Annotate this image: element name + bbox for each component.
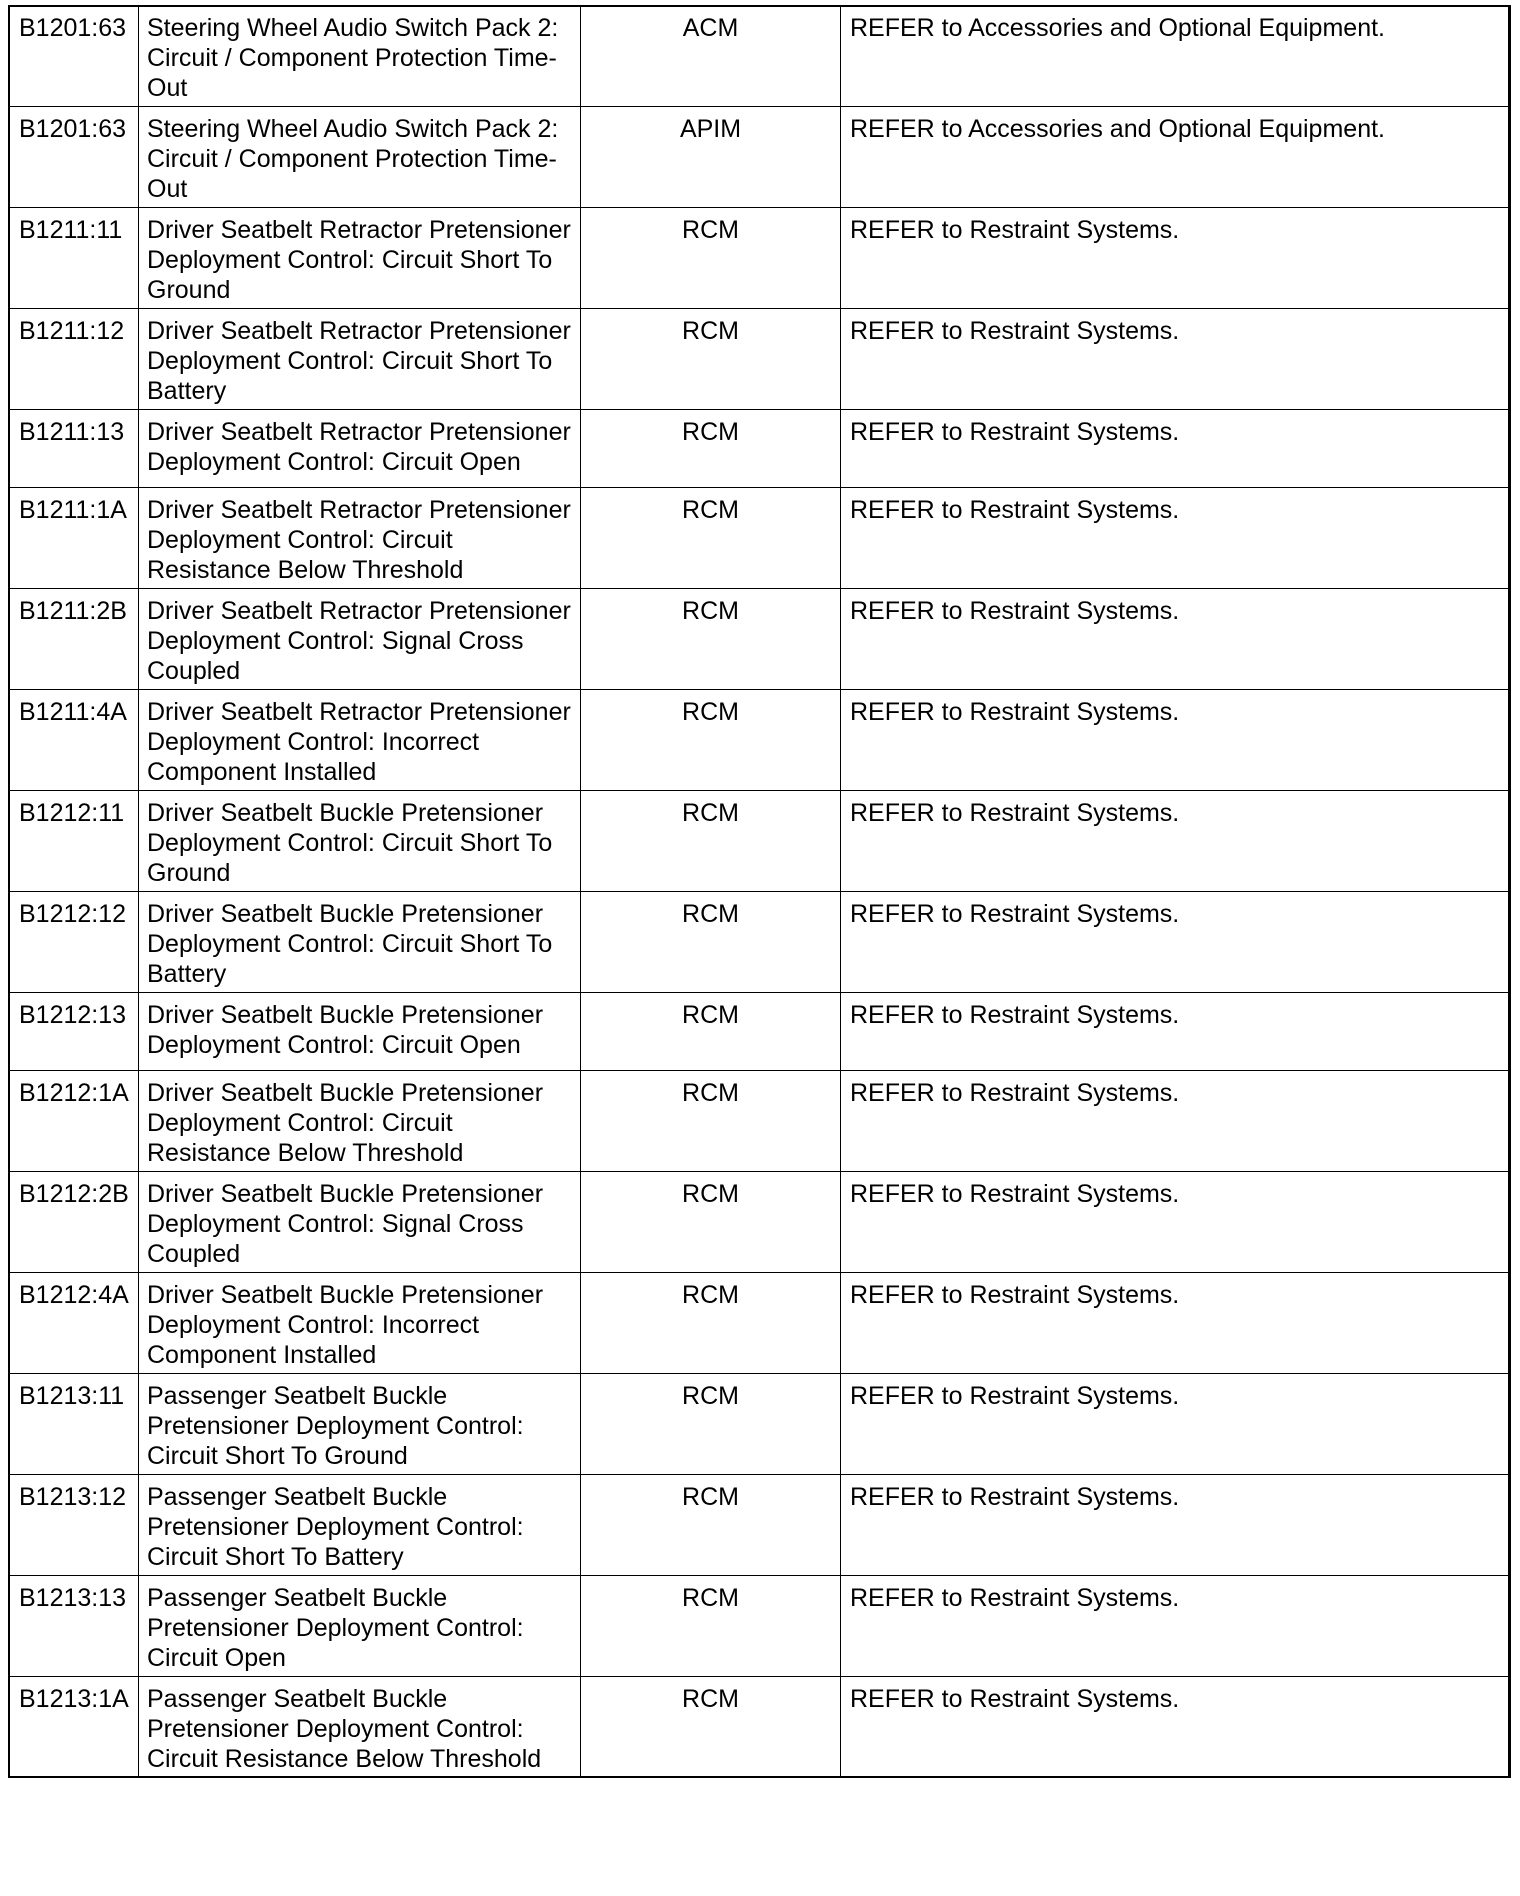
table-row xyxy=(9,488,1511,589)
action-cell: REFER to Restraint Systems. xyxy=(841,208,1511,309)
module-cell: RCM xyxy=(581,1273,841,1374)
dtc-table-page xyxy=(8,5,1510,1778)
module-cell: RCM xyxy=(581,488,841,589)
action-cell: REFER to Restraint Systems. xyxy=(841,690,1511,791)
dtc-description-cell: Driver Seatbelt Retractor Pretensioner Deployment Control: Incorrect Component Installed xyxy=(139,690,581,791)
table-row xyxy=(9,6,1511,107)
action-cell: REFER to Restraint Systems. xyxy=(841,1172,1511,1273)
module-cell: RCM xyxy=(581,1172,841,1273)
action-cell: REFER to Restraint Systems. xyxy=(841,892,1511,993)
dtc-description-cell: Driver Seatbelt Retractor Pretensioner Deployment Control: Circuit Short To Ground xyxy=(139,208,581,309)
table-row xyxy=(9,208,1511,309)
module-cell: RCM xyxy=(581,1071,841,1172)
table-row xyxy=(9,1374,1511,1475)
dtc-description-cell: Driver Seatbelt Retractor Pretensioner Deployment Control: Circuit Resistance Below Threshold xyxy=(139,488,581,589)
module-cell: APIM xyxy=(581,107,841,208)
action-cell: REFER to Restraint Systems. xyxy=(841,1071,1511,1172)
dtc-description-cell: Steering Wheel Audio Switch Pack 2: Circuit / Component Protection Time-Out xyxy=(139,107,581,208)
action-cell: REFER to Restraint Systems. xyxy=(841,309,1511,410)
table-row xyxy=(9,1677,1511,1778)
action-cell: REFER to Restraint Systems. xyxy=(841,1576,1511,1677)
dtc-description-cell: Steering Wheel Audio Switch Pack 2: Circuit / Component Protection Time-Out xyxy=(139,6,581,107)
module-cell: RCM xyxy=(581,791,841,892)
action-cell: REFER to Restraint Systems. xyxy=(841,993,1511,1071)
table-row xyxy=(9,993,1511,1071)
module-cell: RCM xyxy=(581,690,841,791)
table-row xyxy=(9,1273,1511,1374)
action-cell: REFER to Accessories and Optional Equipment. xyxy=(841,107,1511,208)
module-cell: RCM xyxy=(581,892,841,993)
dtc-description-cell: Passenger Seatbelt Buckle Pretensioner Deployment Control: Circuit Open xyxy=(139,1576,581,1677)
module-cell: RCM xyxy=(581,1576,841,1677)
dtc-code-cell: B1212:11 xyxy=(9,791,139,892)
action-cell: REFER to Restraint Systems. xyxy=(841,1677,1511,1778)
dtc-code-cell: B1212:12 xyxy=(9,892,139,993)
dtc-description-cell: Driver Seatbelt Buckle Pretensioner Deployment Control: Circuit Short To Ground xyxy=(139,791,581,892)
dtc-code-cell: B1211:11 xyxy=(9,208,139,309)
module-cell: ACM xyxy=(581,6,841,107)
action-cell: REFER to Restraint Systems. xyxy=(841,1475,1511,1576)
dtc-code-cell: B1213:12 xyxy=(9,1475,139,1576)
table-row xyxy=(9,690,1511,791)
dtc-description-cell: Driver Seatbelt Buckle Pretensioner Deployment Control: Signal Cross Coupled xyxy=(139,1172,581,1273)
action-cell: REFER to Restraint Systems. xyxy=(841,1273,1511,1374)
dtc-code-cell: B1213:11 xyxy=(9,1374,139,1475)
table-row xyxy=(9,892,1511,993)
action-cell: REFER to Restraint Systems. xyxy=(841,410,1511,488)
action-cell: REFER to Accessories and Optional Equipment. xyxy=(841,6,1511,107)
dtc-description-cell: Driver Seatbelt Retractor Pretensioner Deployment Control: Circuit Open xyxy=(139,410,581,488)
dtc-code-cell: B1201:63 xyxy=(9,6,139,107)
table-row xyxy=(9,589,1511,690)
table-row xyxy=(9,1576,1511,1677)
table-row xyxy=(9,309,1511,410)
table-row xyxy=(9,107,1511,208)
dtc-description-cell: Driver Seatbelt Buckle Pretensioner Deployment Control: Circuit Short To Battery xyxy=(139,892,581,993)
dtc-description-cell: Passenger Seatbelt Buckle Pretensioner Deployment Control: Circuit Short To Battery xyxy=(139,1475,581,1576)
dtc-code-cell: B1211:4A xyxy=(9,690,139,791)
module-cell: RCM xyxy=(581,208,841,309)
dtc-description-cell: Passenger Seatbelt Buckle Pretensioner Deployment Control: Circuit Resistance Below Threshold xyxy=(139,1677,581,1778)
dtc-description-cell: Driver Seatbelt Retractor Pretensioner Deployment Control: Signal Cross Coupled xyxy=(139,589,581,690)
module-cell: RCM xyxy=(581,1475,841,1576)
module-cell: RCM xyxy=(581,309,841,410)
action-cell: REFER to Restraint Systems. xyxy=(841,488,1511,589)
module-cell: RCM xyxy=(581,589,841,690)
dtc-code-cell: B1212:13 xyxy=(9,993,139,1071)
dtc-code-cell: B1212:4A xyxy=(9,1273,139,1374)
dtc-code-cell: B1211:1A xyxy=(9,488,139,589)
module-cell: RCM xyxy=(581,993,841,1071)
action-cell: REFER to Restraint Systems. xyxy=(841,589,1511,690)
action-cell: REFER to Restraint Systems. xyxy=(841,1374,1511,1475)
dtc-code-cell: B1211:13 xyxy=(9,410,139,488)
dtc-code-cell: B1212:1A xyxy=(9,1071,139,1172)
table-row xyxy=(9,1071,1511,1172)
dtc-code-cell: B1211:2B xyxy=(9,589,139,690)
table-row xyxy=(9,410,1511,488)
dtc-description-cell: Driver Seatbelt Buckle Pretensioner Deployment Control: Incorrect Component Installed xyxy=(139,1273,581,1374)
table-row xyxy=(9,791,1511,892)
dtc-code-cell: B1213:13 xyxy=(9,1576,139,1677)
action-cell: REFER to Restraint Systems. xyxy=(841,791,1511,892)
dtc-code-cell: B1212:2B xyxy=(9,1172,139,1273)
dtc-code-cell: B1213:1A xyxy=(9,1677,139,1778)
table-row xyxy=(9,1172,1511,1273)
dtc-description-cell: Driver Seatbelt Buckle Pretensioner Deployment Control: Circuit Resistance Below Threshold xyxy=(139,1071,581,1172)
table-row xyxy=(9,1475,1511,1576)
dtc-description-cell: Driver Seatbelt Retractor Pretensioner Deployment Control: Circuit Short To Battery xyxy=(139,309,581,410)
module-cell: RCM xyxy=(581,410,841,488)
dtc-code-cell: B1211:12 xyxy=(9,309,139,410)
module-cell: RCM xyxy=(581,1374,841,1475)
dtc-description-cell: Passenger Seatbelt Buckle Pretensioner Deployment Control: Circuit Short To Ground xyxy=(139,1374,581,1475)
dtc-description-cell: Driver Seatbelt Buckle Pretensioner Deployment Control: Circuit Open xyxy=(139,993,581,1071)
dtc-code-cell: B1201:63 xyxy=(9,107,139,208)
dtc-table xyxy=(8,5,1511,1778)
module-cell: RCM xyxy=(581,1677,841,1778)
